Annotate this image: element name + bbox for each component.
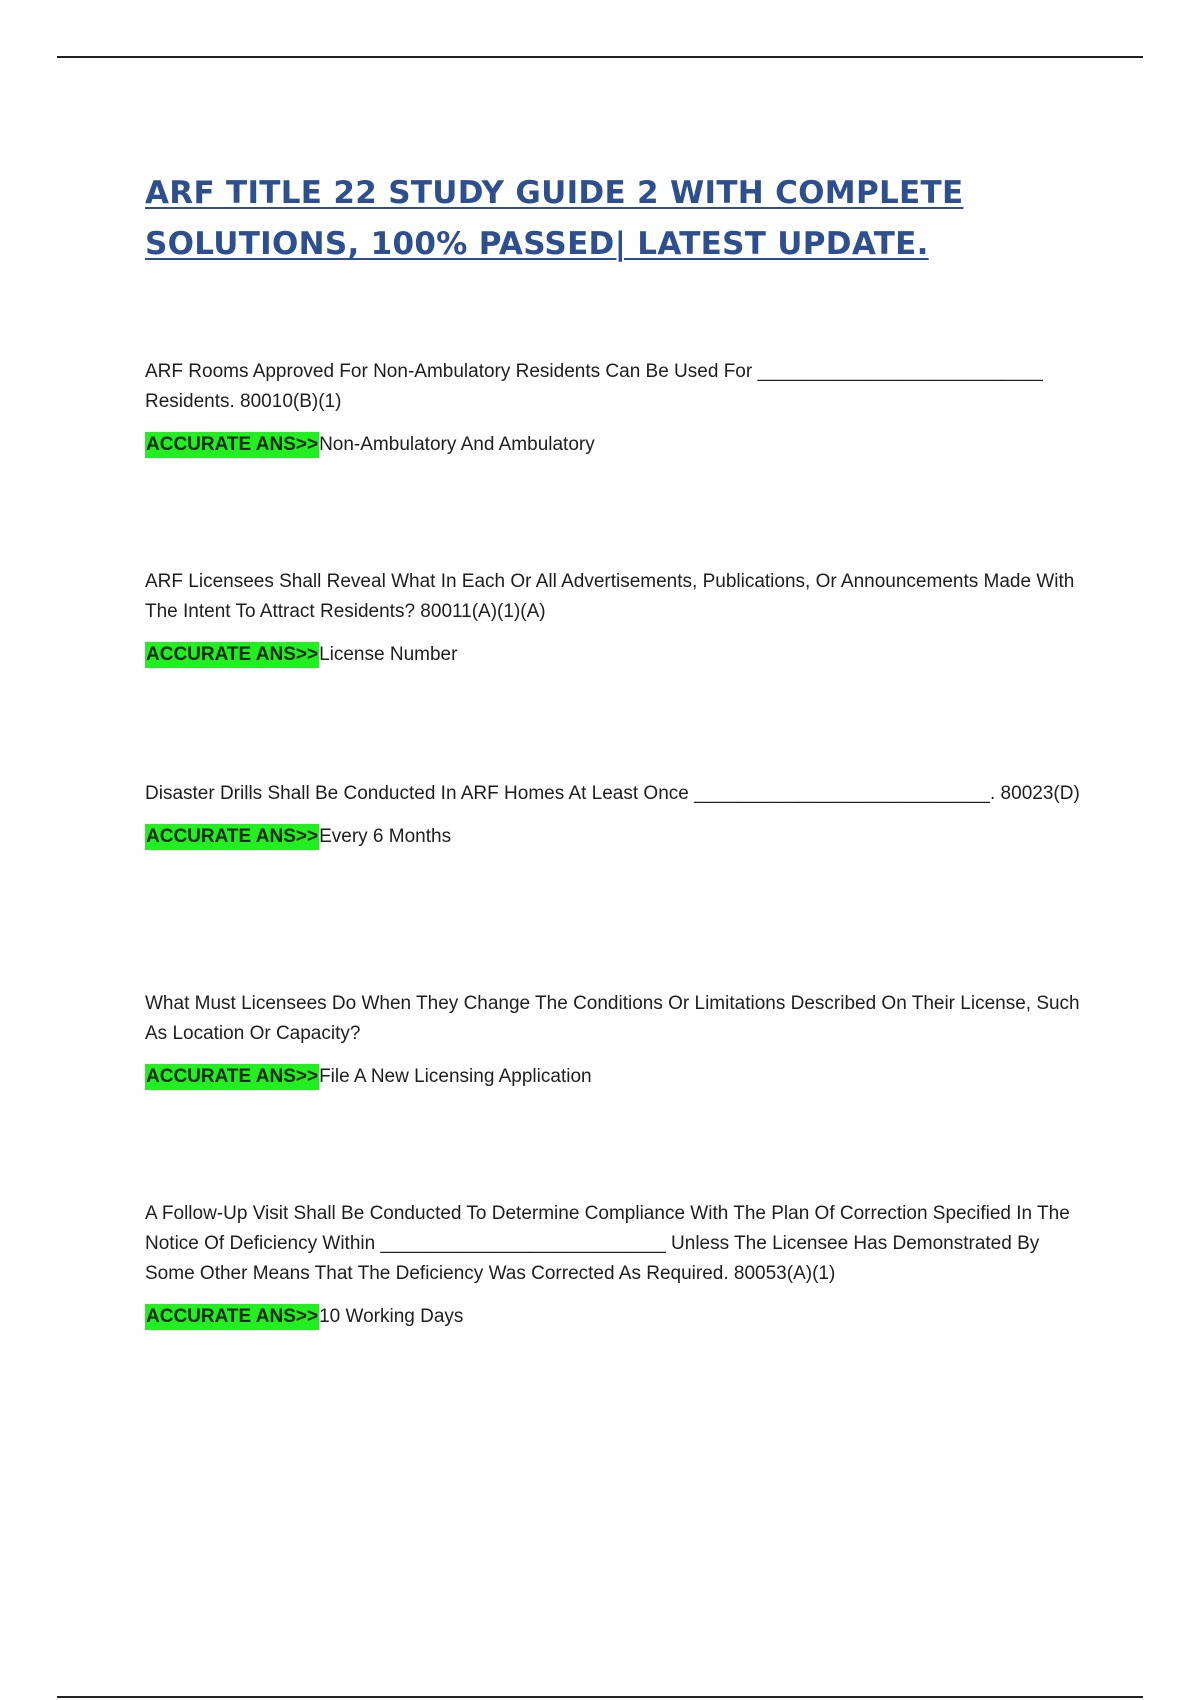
qa-item-2 — [145, 567, 1090, 669]
question-text: ARF Rooms Approved For Non-Ambulatory Residents Can Be Used For ___________________________ Residents. 80010(B)(1) — [145, 361, 1043, 412]
qa-item-3 — [145, 779, 1090, 851]
answer-line — [145, 1303, 1090, 1331]
answer-prefix-badge: ACCURATE ANS>> — [145, 824, 319, 850]
question-text: A Follow-Up Visit Shall Be Conducted To Determine Compliance With The Plan Of Correction Specified In The Notice Of Deficiency Within ___________________________ Unless The Licensee Has Demonstrated By Some Other Means That The Deficiency Was Corrected As Required. 80053(A)(1) — [145, 1203, 1070, 1284]
qa-item-4 — [145, 989, 1090, 1091]
answer-prefix-badge: ACCURATE ANS>> — [145, 642, 319, 668]
top-divider — [57, 56, 1143, 58]
question-text: ARF Licensees Shall Reveal What In Each Or All Advertisements, Publications, Or Announcements Made With The Intent To Attract Residents? 80011(A)(1)(A) — [145, 571, 1075, 622]
document-title: ARF TITLE 22 STUDY GUIDE 2 WITH COMPLETE SOLUTIONS, 100% PASSED| LATEST UPDATE. — [145, 175, 964, 262]
qa-item-5 — [145, 1199, 1090, 1331]
answer-text: Non-Ambulatory And Ambulatory — [319, 434, 595, 455]
question-text: Disaster Drills Shall Be Conducted In ARF Homes At Least Once ____________________________. 80023(D) — [145, 783, 1080, 804]
answer-text: 10 Working Days — [319, 1306, 464, 1327]
answer-prefix-badge: ACCURATE ANS>> — [145, 432, 319, 458]
qa-item-1 — [145, 357, 1090, 459]
answer-text: License Number — [319, 644, 458, 665]
answer-line — [145, 823, 1090, 851]
answer-line — [145, 431, 1090, 459]
answer-prefix-badge: ACCURATE ANS>> — [145, 1064, 319, 1090]
answer-line — [145, 1063, 1090, 1091]
bottom-divider — [57, 1696, 1143, 1698]
answer-prefix-badge: ACCURATE ANS>> — [145, 1304, 319, 1330]
answer-line — [145, 641, 1090, 669]
answer-text: File A New Licensing Application — [319, 1066, 592, 1087]
question-text: What Must Licensees Do When They Change The Conditions Or Limitations Described On Their License, Such As Location Or Capacity? — [145, 993, 1080, 1044]
answer-text: Every 6 Months — [319, 826, 452, 847]
